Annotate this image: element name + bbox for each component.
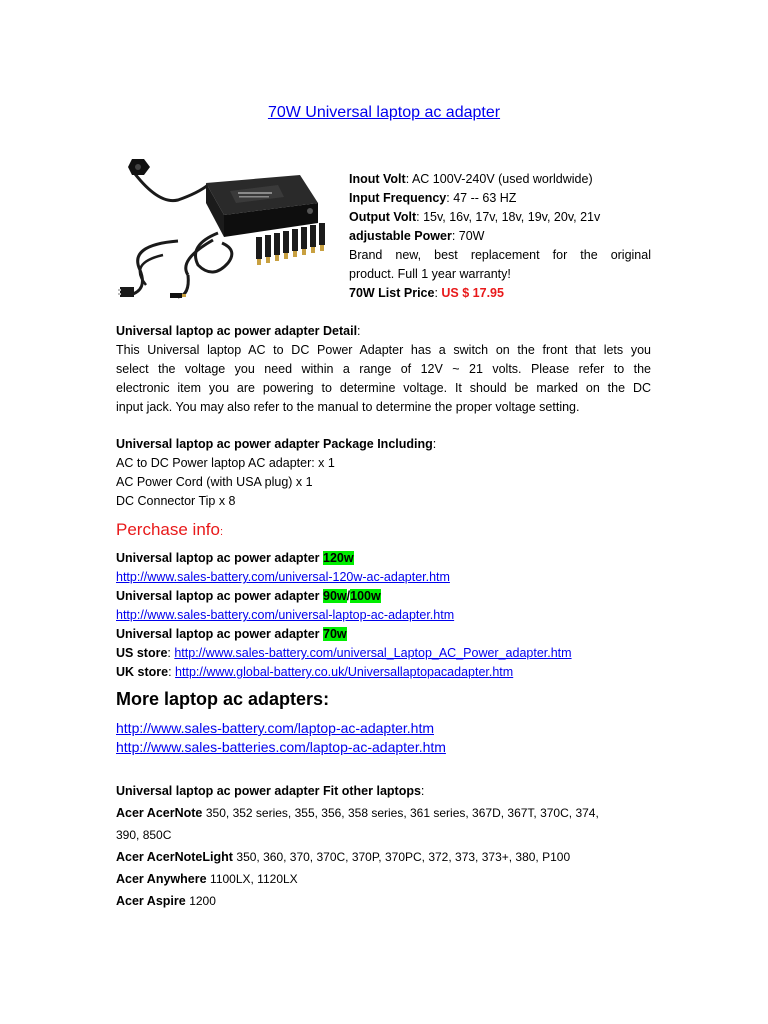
fit-section — [116, 780, 656, 912]
fit-anywhere: Acer Anywhere 1100LX, 1120LX — [116, 872, 298, 886]
highlight-100w: 100w — [350, 589, 381, 603]
uk-store-link[interactable]: http://www.global-battery.co.uk/Universallaptopacadapter.htm — [175, 665, 514, 679]
more-adapters-heading: More laptop ac adapters: — [116, 689, 330, 709]
more-link-sales-battery[interactable]: http://www.sales-battery.com/laptop-ac-adapter.htm — [116, 720, 434, 736]
package-item: AC to DC Power laptop AC adapter: x 1 — [116, 456, 335, 470]
package-heading: Universal laptop ac power adapter Package Including: — [116, 437, 437, 451]
purchase-section — [116, 549, 651, 682]
detail-line-3: electronic item you are powering to determine voltage. It should be marked on the DC — [116, 381, 651, 395]
package-section — [116, 435, 651, 511]
highlight-90w: 90w — [323, 589, 347, 603]
detail-line-1: This Universal laptop AC to DC Power Adapter has a switch on the front that lets you — [116, 343, 651, 357]
spec-power: adjustable Power: 70W — [349, 229, 485, 243]
title-link[interactable]: 70W Universal laptop ac adapter — [267, 104, 501, 121]
fit-acernote: Acer AcerNote 350, 352 series, 355, 356, 358 series, 361 series, 367D, 367T, 370C, 374, — [116, 806, 599, 820]
purchase-item-120w: Universal laptop ac power adapter 120w — [116, 551, 354, 565]
more-adapters-links — [116, 719, 446, 757]
purchase-item-90w-100w: Universal laptop ac power adapter 90w/100w — [116, 589, 381, 603]
more-link-sales-batteries[interactable]: http://www.sales-batteries.com/laptop-ac-adapter.htm — [116, 739, 446, 755]
detail-line-4: input jack. You may also refer to the manual to determine the proper voltage setting. — [116, 400, 580, 414]
link-120w-adapter[interactable]: http://www.sales-battery.com/universal-120w-ac-adapter.htm — [116, 570, 450, 584]
spec-input-frequency: Input Frequency: 47 -- 63 HZ — [349, 191, 517, 205]
price-value: US $ 17.95 — [441, 286, 504, 300]
detail-heading: Universal laptop ac power adapter Detail: — [116, 324, 361, 338]
spec-input-volt: Inout Volt: AC 100V-240V (used worldwide) — [349, 172, 593, 186]
link-universal-adapter[interactable]: http://www.sales-battery.com/universal-laptop-ac-adapter.htm — [116, 608, 455, 622]
spec-list — [349, 170, 651, 303]
package-item: DC Connector Tip x 8 — [116, 494, 236, 508]
fit-acernote-cont: 390, 850C — [116, 828, 172, 842]
spec-output-volt: Output Volt: 15v, 16v, 17v, 18v, 19v, 20v, 21v — [349, 210, 601, 224]
highlight-70w: 70w — [323, 627, 347, 641]
spec-list-price: 70W List Price: US $ 17.95 — [349, 286, 504, 300]
page-title — [0, 103, 768, 123]
uk-store-row: UK store: http://www.global-battery.co.uk/Universallaptopacadapter.htm — [116, 665, 514, 679]
purchase-heading: Perchase info: — [116, 520, 224, 539]
package-item: AC Power Cord (with USA plug) x 1 — [116, 475, 313, 489]
highlight-120w: 120w — [323, 551, 354, 565]
fit-aspire: Acer Aspire 1200 — [116, 894, 216, 908]
spec-description-line-1: Brand new, best replacement for the original — [349, 248, 651, 262]
purchase-item-70w: Universal laptop ac power adapter 70w — [116, 627, 347, 641]
us-store-row: US store: http://www.sales-battery.com/universal_Laptop_AC_Power_adapter.htm — [116, 646, 572, 660]
fit-heading: Universal laptop ac power adapter Fit other laptops: — [116, 784, 425, 798]
fit-acernotelight: Acer AcerNoteLight 350, 360, 370, 370C, 370P, 370PC, 372, 373, 373+, 380, P100 — [116, 850, 571, 864]
adapter-product-image — [118, 145, 328, 305]
us-store-link[interactable]: http://www.sales-battery.com/universal_Laptop_AC_Power_adapter.htm — [174, 646, 572, 660]
detail-line-2: select the voltage you need within a range of 12V ~ 21 volts. Please refer to the — [116, 362, 651, 376]
spec-description-line-2: product. Full 1 year warranty! — [349, 267, 511, 281]
detail-section — [116, 322, 651, 417]
